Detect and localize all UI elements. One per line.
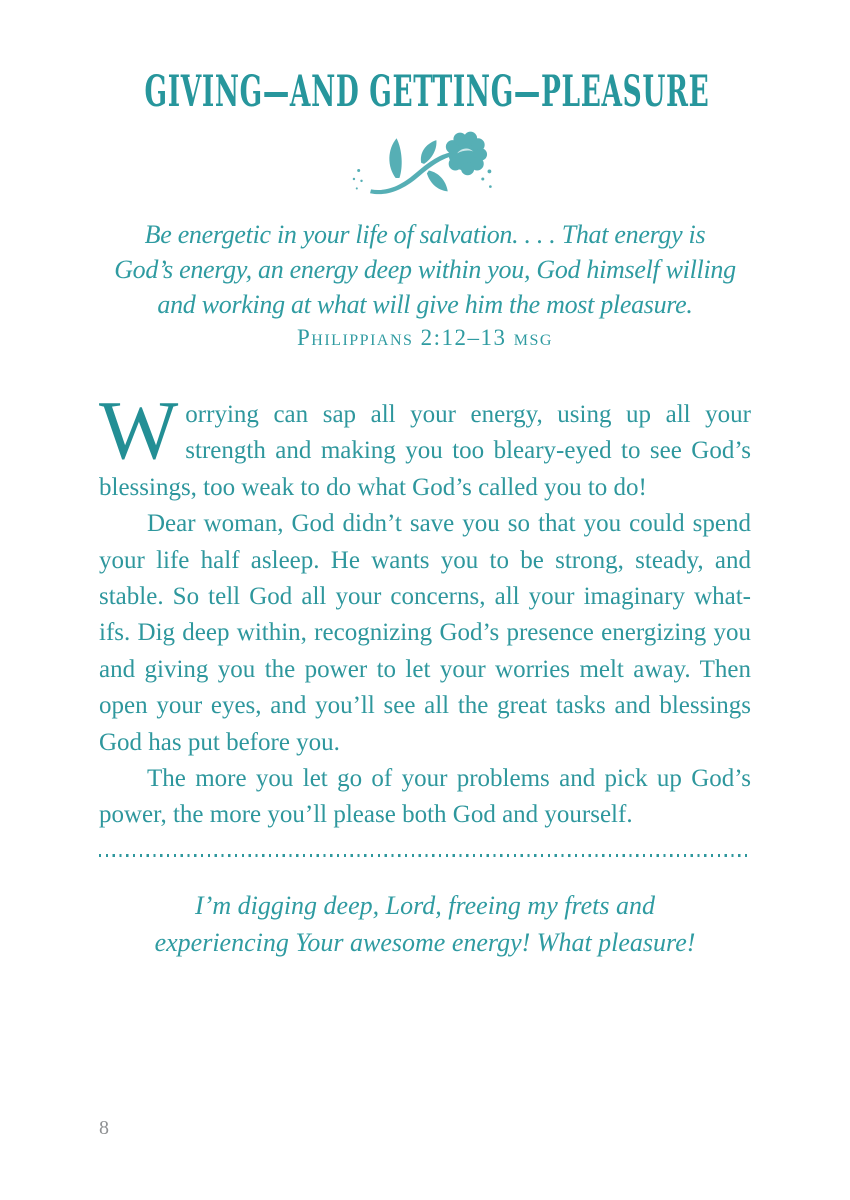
prayer-line: experiencing Your awesome energy! What pleasure!	[154, 927, 696, 957]
page-title: GIVING—AND GETTING—PLEASURE	[144, 66, 710, 117]
closing-prayer	[0, 887, 850, 961]
scripture-line: God’s energy, an energy deep within you, God himself willing	[114, 255, 736, 284]
paragraph-1-text: orrying can sap all your energy, using up all your strength and making you too bleary-eyed to see God’s blessings, too weak to do what God’s called you to do!	[99, 401, 751, 501]
body-paragraph-3: The more you let go of your problems and pick up God’s power, the more you’ll please both God and yourself.	[99, 765, 751, 829]
devotional-body	[99, 384, 751, 834]
drop-cap: W	[99, 384, 179, 477]
prayer-line: I’m digging deep, Lord, freeing my frets and	[195, 890, 655, 920]
scripture-reference: Philippians 2:12–13 msg	[297, 325, 553, 350]
dotted-divider	[99, 854, 751, 857]
body-paragraph-2: Dear woman, God didn’t save you so that you could spend your life half asleep. He wants you to be strong, steady, and stable. So tell God all your concerns, all your imaginary what-ifs. Dig deep within, recognizing God’s presence energizing you and giving you the power to let your worries melt away. Then open your eyes, and you’ll see all the great tasks and blessings God has put before you.	[99, 510, 751, 756]
rose-sprig-icon	[345, 125, 505, 197]
rose-ornament	[0, 125, 850, 197]
scripture-quote	[0, 217, 850, 322]
page-number: 8	[99, 1117, 109, 1139]
body-paragraph-1	[99, 384, 751, 506]
scripture-line: and working at what will give him the most pleasure.	[157, 290, 693, 319]
scripture-line: Be energetic in your life of salvation. . . . That energy is	[144, 220, 706, 249]
